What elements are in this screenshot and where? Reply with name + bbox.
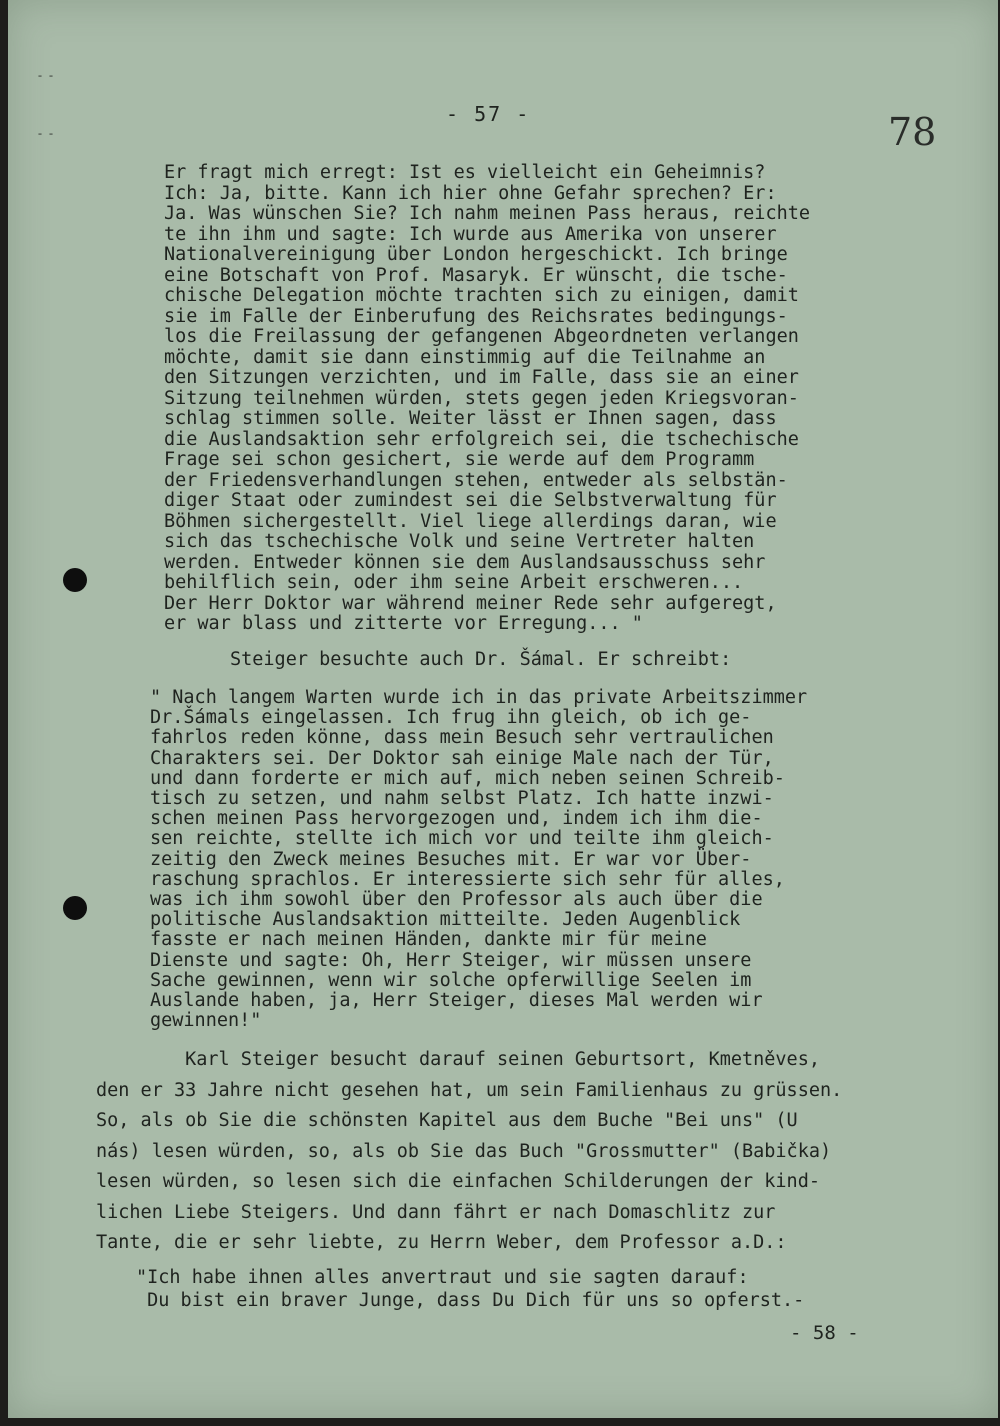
page-number: - 57 - (446, 102, 531, 126)
text-line: Karl Steiger besucht darauf seinen Geburtsort, Kmetněves, (96, 1049, 820, 1070)
quote-block-weber (136, 1267, 804, 1312)
text-line: Frage sei schon gesichert, sie werde auf dem Programm (164, 449, 755, 470)
text-line: der Friedensverhandlungen stehen, entweder als selbstän- (164, 469, 788, 491)
text-line: schen meinen Pass hervorgezogen und, indem ich ihm die- (150, 808, 763, 830)
text-line: Auslande haben, ja, Herr Steiger, dieses Mal werden wir (150, 990, 763, 1012)
text-line: sich das tschechische Volk und seine Vertreter halten (164, 531, 755, 552)
text-line: schlag stimmen solle. Weiter lässt er Ihnen sagen, dass (164, 408, 777, 429)
text-line: den er 33 Jahre nicht gesehen hat, um sein Familienhaus zu grüssen. (96, 1079, 843, 1101)
text-line: Du bist ein braver Junge, dass Du Dich für uns so opferst.- (136, 1289, 805, 1311)
text-line: sen reichte, stellte ich mich vor und teilte ihm gleich- (150, 828, 774, 850)
quote-block-masaryk (164, 163, 810, 635)
text-line: zeitig den Zweck meines Besuches mit. Er war vor Über- (150, 848, 752, 870)
text-line: sie im Falle der Einberufung des Reichsrates bedingungs- (164, 305, 788, 327)
archive-number: 78 (888, 110, 937, 154)
text-line: werden. Entweder können sie dem Auslandsausschuss sehr (164, 551, 766, 573)
text-line: tisch zu setzen, und nahm selbst Platz. Ich hatte inzwi- (150, 788, 774, 810)
text-line: fahrlos reden könne, dass mein Besuch sehr vertraulichen (150, 727, 774, 749)
text-line: nás) lesen würden, so, als ob Sie das Buch "Grossmutter" (Babička) (96, 1140, 832, 1162)
punch-hole (63, 896, 87, 920)
text-line: Er fragt mich erregt: Ist es vielleicht ein Geheimnis? (164, 162, 766, 183)
text-line: Sitzung teilnehmen würden, stets gegen jeden Kriegsvoran- (164, 387, 799, 409)
text-line: los die Freilassung der gefangenen Abgeordneten verlangen (164, 326, 799, 347)
text-line: raschung sprachlos. Er interessierte sich sehr für alles, (150, 868, 785, 890)
margin-mark: - - (38, 68, 55, 82)
text-line: lichen Liebe Steigers. Und dann fährt er nach Domaschlitz zur (96, 1201, 776, 1223)
text-line: diger Staat oder zumindest sei die Selbstverwaltung für (164, 490, 777, 511)
text-line: möchte, damit sie dann einstimmig auf die Teilnahme an (164, 346, 766, 368)
text-line: Ich: Ja, bitte. Kann ich hier ohne Gefahr sprechen? Er: (164, 182, 777, 204)
document-page (8, 0, 998, 1418)
text-line: fasste er nach meinen Händen, dankte mir für meine (150, 929, 707, 951)
margin-mark: - - (38, 126, 55, 140)
text-line: Der Herr Doktor war während meiner Rede sehr aufgeregt, (164, 592, 777, 614)
text-line: "Ich habe ihnen alles anvertraut und sie sagten darauf: (136, 1267, 749, 1288)
text-line: Ja. Was wünschen Sie? Ich nahm meinen Pass heraus, reichte (164, 203, 811, 224)
text-line: behilflich sein, oder ihm seine Arbeit erschweren... (164, 572, 744, 593)
text-line: Dr.Šámals eingelassen. Ich frug ihn gleich, ob ich ge- (150, 707, 752, 729)
text-line: chische Delegation möchte trachten sich zu einigen, damit (164, 285, 799, 306)
text-line: politische Auslandsaktion mitteilte. Jeden Augenblick (150, 909, 741, 931)
next-page-number: - 58 - (790, 1322, 859, 1344)
quote-block-samal (150, 688, 807, 1031)
text-line: den Sitzungen verzichten, und im Falle, dass sie an einer (164, 367, 799, 388)
text-line: lesen würden, so lesen sich die einfachen Schilderungen der kind- (96, 1171, 820, 1192)
text-line: " Nach langem Warten wurde ich in das private Arbeitszimmer (150, 687, 808, 708)
text-line: er war blass und zitterte vor Erregung... " (164, 613, 643, 634)
text-line: So, als ob Sie die schönsten Kapitel aus dem Buche "Bei uns" (U (96, 1110, 798, 1131)
text-line: was ich ihm sowohl über den Professor als auch über die (150, 889, 763, 911)
text-line: te ihn ihm und sagte: Ich wurde aus Amerika von unserer (164, 223, 777, 245)
text-line: Tante, die er sehr liebte, zu Herrn Weber, dem Professor a.D.: (96, 1232, 787, 1253)
text-line: Nationalvereinigung über London hergeschickt. Ich bringe (164, 244, 788, 265)
text-line: gewinnen!" (150, 1010, 262, 1032)
body-paragraph (96, 1045, 842, 1259)
text-line: eine Botschaft von Prof. Masaryk. Er wünscht, die tsche- (164, 264, 788, 286)
text-line: die Auslandsaktion sehr erfolgreich sei, die tschechische (164, 428, 799, 450)
text-line: und dann forderte er mich auf, mich neben seinen Schreib- (150, 767, 785, 789)
text-line: Sache gewinnen, wenn wir solche opferwillige Seelen im (150, 969, 752, 991)
text-line: Dienste und sagte: Oh, Herr Steiger, wir müssen unsere (150, 949, 752, 971)
text-line: Charakters sei. Der Doktor sah einige Male nach der Tür, (150, 747, 774, 769)
text-line: Böhmen sichergestellt. Viel liege allerdings daran, wie (164, 510, 777, 532)
intro-line: Steiger besuchte auch Dr. Šámal. Er schreibt: (230, 649, 732, 670)
punch-hole (63, 568, 87, 592)
